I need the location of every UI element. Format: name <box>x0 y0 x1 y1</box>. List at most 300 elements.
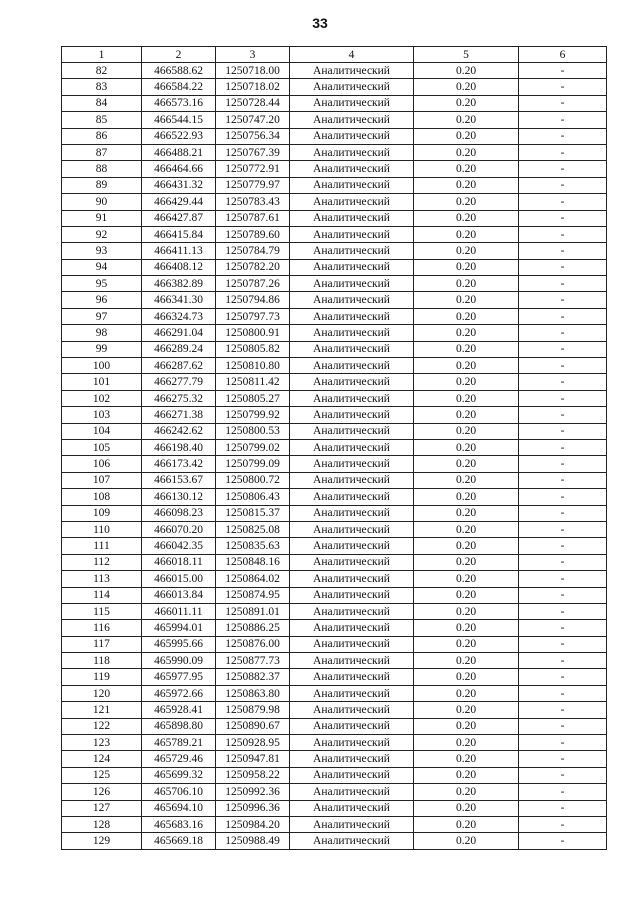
table-row <box>62 341 607 357</box>
table-row <box>62 767 607 783</box>
table-cell: 0.20 <box>414 161 519 177</box>
table-cell: 1250988.49 <box>216 833 290 849</box>
table-row <box>62 833 607 849</box>
table-cell: 466544.15 <box>142 112 216 128</box>
table-cell: 0.20 <box>414 210 519 226</box>
table-cell: 0.20 <box>414 407 519 423</box>
table-cell: 1250747.20 <box>216 112 290 128</box>
table-row <box>62 112 607 128</box>
table-cell: 466324.73 <box>142 308 216 324</box>
table-cell: Аналитический <box>290 784 414 800</box>
table-cell: 87 <box>62 144 142 160</box>
table-row <box>62 79 607 95</box>
table-row <box>62 243 607 259</box>
table-cell: 1250805.27 <box>216 390 290 406</box>
table-row <box>62 423 607 439</box>
table-row <box>62 620 607 636</box>
table-cell: - <box>519 735 607 751</box>
table-cell: 111 <box>62 538 142 554</box>
table-row <box>62 554 607 570</box>
table-cell: - <box>519 226 607 242</box>
table-cell: 466427.87 <box>142 210 216 226</box>
table-cell: 1250772.91 <box>216 161 290 177</box>
table-cell: 0.20 <box>414 308 519 324</box>
table-cell: 1250800.72 <box>216 472 290 488</box>
table-cell: Аналитический <box>290 685 414 701</box>
table-cell: 0.20 <box>414 259 519 275</box>
table-cell: 1250996.36 <box>216 800 290 816</box>
table-cell: 1250877.73 <box>216 653 290 669</box>
table-cell: Аналитический <box>290 702 414 718</box>
table-cell: 0.20 <box>414 685 519 701</box>
table-cell: - <box>519 79 607 95</box>
table-cell: 90 <box>62 194 142 210</box>
header-cell: 2 <box>142 47 216 63</box>
table-cell: 466011.11 <box>142 603 216 619</box>
table-row <box>62 63 607 79</box>
table-cell: 0.20 <box>414 325 519 341</box>
table-cell: 1250835.63 <box>216 538 290 554</box>
table-cell: 127 <box>62 800 142 816</box>
table-cell: 0.20 <box>414 144 519 160</box>
table-row <box>62 194 607 210</box>
table-cell: 1250848.16 <box>216 554 290 570</box>
table-cell: 465729.46 <box>142 751 216 767</box>
table-cell: 0.20 <box>414 63 519 79</box>
table-cell: 1250767.39 <box>216 144 290 160</box>
table-cell: 92 <box>62 226 142 242</box>
table-row <box>62 210 607 226</box>
table-row <box>62 751 607 767</box>
table-cell: 126 <box>62 784 142 800</box>
table-cell: - <box>519 276 607 292</box>
table-cell: - <box>519 308 607 324</box>
table-cell: 0.20 <box>414 292 519 308</box>
table-cell: 1250890.67 <box>216 718 290 734</box>
table-cell: - <box>519 390 607 406</box>
table-cell: 85 <box>62 112 142 128</box>
table-cell: 115 <box>62 603 142 619</box>
table-cell: 466522.93 <box>142 128 216 144</box>
table-cell: 0.20 <box>414 833 519 849</box>
table-cell: - <box>519 63 607 79</box>
table-cell: 1250787.61 <box>216 210 290 226</box>
table-cell: 466415.84 <box>142 226 216 242</box>
table-cell: 99 <box>62 341 142 357</box>
table-cell: 100 <box>62 358 142 374</box>
table-row <box>62 489 607 505</box>
table-cell: 1250728.44 <box>216 95 290 111</box>
table-row <box>62 505 607 521</box>
table-cell: 86 <box>62 128 142 144</box>
table-cell: - <box>519 718 607 734</box>
table-cell: 465994.01 <box>142 620 216 636</box>
table-cell: - <box>519 341 607 357</box>
table-cell: 465977.95 <box>142 669 216 685</box>
table-cell: 82 <box>62 63 142 79</box>
table-cell: - <box>519 407 607 423</box>
table-cell: 0.20 <box>414 751 519 767</box>
table-cell: - <box>519 177 607 193</box>
table-cell: 466130.12 <box>142 489 216 505</box>
table-cell: - <box>519 95 607 111</box>
table-row <box>62 325 607 341</box>
table-cell: Аналитический <box>290 472 414 488</box>
table-cell: 1250958.22 <box>216 767 290 783</box>
table-row <box>62 800 607 816</box>
table-cell: - <box>519 521 607 537</box>
table-cell: 0.20 <box>414 374 519 390</box>
table-cell: Аналитический <box>290 194 414 210</box>
table-cell: 121 <box>62 702 142 718</box>
table-cell: 466015.00 <box>142 571 216 587</box>
table-cell: Аналитический <box>290 325 414 341</box>
table-cell: 0.20 <box>414 521 519 537</box>
table-cell: Аналитический <box>290 505 414 521</box>
table-cell: - <box>519 620 607 636</box>
table-cell: 1250718.00 <box>216 63 290 79</box>
table-cell: 465928.41 <box>142 702 216 718</box>
table-cell: 114 <box>62 587 142 603</box>
table-cell: 1250811.42 <box>216 374 290 390</box>
table-cell: 465995.66 <box>142 636 216 652</box>
table-row <box>62 538 607 554</box>
table-row <box>62 374 607 390</box>
table-row <box>62 669 607 685</box>
table-cell: 0.20 <box>414 128 519 144</box>
table-cell: 466573.16 <box>142 95 216 111</box>
table-cell: Аналитический <box>290 276 414 292</box>
table-cell: Аналитический <box>290 571 414 587</box>
table-cell: 1250882.37 <box>216 669 290 685</box>
table-cell: 104 <box>62 423 142 439</box>
table-cell: 0.20 <box>414 276 519 292</box>
table-cell: - <box>519 702 607 718</box>
table-cell: 89 <box>62 177 142 193</box>
table-cell: - <box>519 833 607 849</box>
table-cell: 466013.84 <box>142 587 216 603</box>
table-cell: Аналитический <box>290 554 414 570</box>
table-cell: 466588.62 <box>142 63 216 79</box>
table-cell: 1250783.43 <box>216 194 290 210</box>
table-cell: 96 <box>62 292 142 308</box>
table-cell: 0.20 <box>414 341 519 357</box>
table-cell: 1250799.92 <box>216 407 290 423</box>
table-cell: Аналитический <box>290 816 414 832</box>
table-cell: 465699.32 <box>142 767 216 783</box>
table-cell: 1250815.37 <box>216 505 290 521</box>
table-cell: 1250992.36 <box>216 784 290 800</box>
table-cell: 1250810.80 <box>216 358 290 374</box>
table-cell: 1250886.25 <box>216 620 290 636</box>
table-cell: 0.20 <box>414 358 519 374</box>
table-cell: Аналитический <box>290 112 414 128</box>
table-row <box>62 259 607 275</box>
table-cell: Аналитический <box>290 177 414 193</box>
table-row <box>62 587 607 603</box>
table-cell: 466289.24 <box>142 341 216 357</box>
table-cell: 0.20 <box>414 767 519 783</box>
table-cell: 112 <box>62 554 142 570</box>
table-cell: - <box>519 374 607 390</box>
table-cell: 1250756.34 <box>216 128 290 144</box>
table-cell: Аналитический <box>290 390 414 406</box>
table-cell: 119 <box>62 669 142 685</box>
table-cell: - <box>519 784 607 800</box>
table-cell: 0.20 <box>414 79 519 95</box>
table-cell: 0.20 <box>414 718 519 734</box>
table-cell: 1250799.09 <box>216 456 290 472</box>
table-cell: 110 <box>62 521 142 537</box>
table-cell: 1250863.80 <box>216 685 290 701</box>
table-cell: 466291.04 <box>142 325 216 341</box>
table-cell: - <box>519 669 607 685</box>
table-cell: 106 <box>62 456 142 472</box>
table-cell: 0.20 <box>414 816 519 832</box>
table-cell: Аналитический <box>290 259 414 275</box>
table-row <box>62 521 607 537</box>
table-cell: 0.20 <box>414 112 519 128</box>
table-cell: - <box>519 144 607 160</box>
table-cell: 93 <box>62 243 142 259</box>
table-cell: - <box>519 325 607 341</box>
table-row <box>62 702 607 718</box>
table-cell: Аналитический <box>290 587 414 603</box>
table-cell: 98 <box>62 325 142 341</box>
table-cell: - <box>519 489 607 505</box>
table-cell: 123 <box>62 735 142 751</box>
table-cell: 465898.80 <box>142 718 216 734</box>
table-cell: 1250928.95 <box>216 735 290 751</box>
table-cell: - <box>519 472 607 488</box>
table-cell: 0.20 <box>414 489 519 505</box>
table-cell: 105 <box>62 439 142 455</box>
table-cell: 0.20 <box>414 800 519 816</box>
table-cell: 1250787.26 <box>216 276 290 292</box>
table-cell: Аналитический <box>290 128 414 144</box>
table-cell: 466198.40 <box>142 439 216 455</box>
table-cell: 1250718.02 <box>216 79 290 95</box>
table-cell: 1250779.97 <box>216 177 290 193</box>
table-cell: - <box>519 505 607 521</box>
header-cell: 4 <box>290 47 414 63</box>
table-cell: 0.20 <box>414 194 519 210</box>
table-cell: 465669.18 <box>142 833 216 849</box>
table-cell: 465683.16 <box>142 816 216 832</box>
header-cell: 1 <box>62 47 142 63</box>
table-cell: 116 <box>62 620 142 636</box>
table-row <box>62 292 607 308</box>
table-cell: 1250947.81 <box>216 751 290 767</box>
table-row <box>62 456 607 472</box>
table-cell: 0.20 <box>414 603 519 619</box>
table-cell: 466287.62 <box>142 358 216 374</box>
table-row <box>62 735 607 751</box>
table-cell: - <box>519 210 607 226</box>
table-cell: 102 <box>62 390 142 406</box>
coordinates-table <box>61 46 607 850</box>
table-cell: 94 <box>62 259 142 275</box>
table-cell: 466277.79 <box>142 374 216 390</box>
table-cell: 1250874.95 <box>216 587 290 603</box>
table-cell: 466271.38 <box>142 407 216 423</box>
table-cell: Аналитический <box>290 800 414 816</box>
table-cell: 0.20 <box>414 669 519 685</box>
table-cell: - <box>519 751 607 767</box>
table-body <box>62 63 607 850</box>
table-cell: - <box>519 128 607 144</box>
table-cell: 0.20 <box>414 472 519 488</box>
table-cell: 1250879.98 <box>216 702 290 718</box>
table-cell: Аналитический <box>290 538 414 554</box>
table-cell: 122 <box>62 718 142 734</box>
table-cell: 0.20 <box>414 95 519 111</box>
table-cell: 107 <box>62 472 142 488</box>
table-row <box>62 685 607 701</box>
table-cell: 120 <box>62 685 142 701</box>
table-cell: Аналитический <box>290 210 414 226</box>
table-cell: - <box>519 194 607 210</box>
table-cell: Аналитический <box>290 95 414 111</box>
table-cell: 0.20 <box>414 636 519 652</box>
table-cell: 0.20 <box>414 505 519 521</box>
table-cell: Аналитический <box>290 358 414 374</box>
table-cell: 83 <box>62 79 142 95</box>
table-cell: - <box>519 439 607 455</box>
table-cell: 1250784.79 <box>216 243 290 259</box>
table-cell: 466098.23 <box>142 505 216 521</box>
table-cell: - <box>519 571 607 587</box>
table-cell: Аналитический <box>290 833 414 849</box>
table-cell: 0.20 <box>414 243 519 259</box>
table-cell: 466411.13 <box>142 243 216 259</box>
table-cell: 1250800.53 <box>216 423 290 439</box>
table-cell: 84 <box>62 95 142 111</box>
table-cell: - <box>519 259 607 275</box>
table-cell: 466429.44 <box>142 194 216 210</box>
table-row <box>62 95 607 111</box>
table-row <box>62 472 607 488</box>
table-cell: 466584.22 <box>142 79 216 95</box>
table-cell: 466341.30 <box>142 292 216 308</box>
table-row <box>62 144 607 160</box>
header-cell: 3 <box>216 47 290 63</box>
table-cell: Аналитический <box>290 374 414 390</box>
table-cell: - <box>519 685 607 701</box>
table-cell: 0.20 <box>414 554 519 570</box>
table-row <box>62 358 607 374</box>
table-cell: Аналитический <box>290 751 414 767</box>
header-cell: 5 <box>414 47 519 63</box>
table-cell: 109 <box>62 505 142 521</box>
table-cell: 0.20 <box>414 226 519 242</box>
table-cell: Аналитический <box>290 308 414 324</box>
table-cell: 91 <box>62 210 142 226</box>
table-cell: 466408.12 <box>142 259 216 275</box>
table-cell: 1250782.20 <box>216 259 290 275</box>
table-cell: 0.20 <box>414 423 519 439</box>
table-cell: Аналитический <box>290 292 414 308</box>
table-cell: 0.20 <box>414 177 519 193</box>
table-cell: 0.20 <box>414 653 519 669</box>
table-cell: 0.20 <box>414 784 519 800</box>
table-cell: - <box>519 554 607 570</box>
table-cell: 466275.32 <box>142 390 216 406</box>
table-cell: 466018.11 <box>142 554 216 570</box>
table-row <box>62 226 607 242</box>
table-cell: 466488.21 <box>142 144 216 160</box>
table-cell: Аналитический <box>290 620 414 636</box>
table-cell: 0.20 <box>414 571 519 587</box>
table-row <box>62 407 607 423</box>
table-cell: 1250825.08 <box>216 521 290 537</box>
table-row <box>62 816 607 832</box>
table-cell: Аналитический <box>290 439 414 455</box>
table-cell: - <box>519 587 607 603</box>
table-cell: 0.20 <box>414 735 519 751</box>
table-cell: - <box>519 816 607 832</box>
table-header-row <box>62 47 607 63</box>
table-cell: 465972.66 <box>142 685 216 701</box>
table-cell: 465706.10 <box>142 784 216 800</box>
table-cell: - <box>519 292 607 308</box>
table-cell: 1250799.02 <box>216 439 290 455</box>
table-cell: 466153.67 <box>142 472 216 488</box>
table-row <box>62 784 607 800</box>
table-cell: 1250891.01 <box>216 603 290 619</box>
table-cell: Аналитический <box>290 341 414 357</box>
table-row <box>62 177 607 193</box>
table-cell: Аналитический <box>290 521 414 537</box>
table-cell: 129 <box>62 833 142 849</box>
table-cell: 113 <box>62 571 142 587</box>
table-row <box>62 308 607 324</box>
table-cell: 466382.89 <box>142 276 216 292</box>
table-cell: 101 <box>62 374 142 390</box>
table-cell: 117 <box>62 636 142 652</box>
table-cell: - <box>519 423 607 439</box>
table-cell: 0.20 <box>414 587 519 603</box>
table-cell: 124 <box>62 751 142 767</box>
table-cell: Аналитический <box>290 669 414 685</box>
table-cell: 1250805.82 <box>216 341 290 357</box>
table-row <box>62 161 607 177</box>
table-cell: 118 <box>62 653 142 669</box>
table-row <box>62 390 607 406</box>
table-cell: 108 <box>62 489 142 505</box>
table-row <box>62 571 607 587</box>
table-cell: 1250864.02 <box>216 571 290 587</box>
table-cell: Аналитический <box>290 226 414 242</box>
table-cell: - <box>519 636 607 652</box>
table-cell: 466070.20 <box>142 521 216 537</box>
table-cell: 0.20 <box>414 456 519 472</box>
table-cell: - <box>519 243 607 259</box>
table-cell: - <box>519 603 607 619</box>
table-cell: - <box>519 767 607 783</box>
table-row <box>62 603 607 619</box>
table-cell: - <box>519 358 607 374</box>
table-cell: 95 <box>62 276 142 292</box>
table-cell: Аналитический <box>290 144 414 160</box>
table-cell: 97 <box>62 308 142 324</box>
table-cell: 1250800.91 <box>216 325 290 341</box>
table-cell: Аналитический <box>290 653 414 669</box>
table-cell: - <box>519 456 607 472</box>
table-cell: 1250984.20 <box>216 816 290 832</box>
table-cell: - <box>519 538 607 554</box>
table-cell: 466431.32 <box>142 177 216 193</box>
